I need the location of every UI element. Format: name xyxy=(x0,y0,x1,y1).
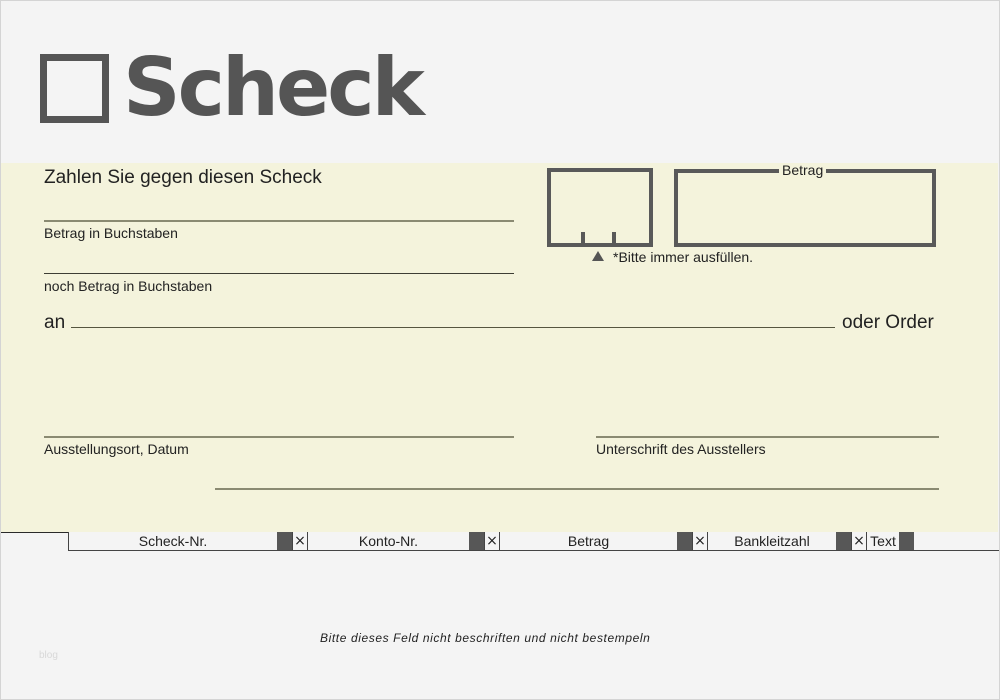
payee-prefix: an xyxy=(44,312,66,333)
codeline-field-bankleitzahl: Bankleitzahl xyxy=(734,533,810,549)
separator-x-icon: × xyxy=(692,532,708,550)
signature-line[interactable] xyxy=(596,436,939,438)
separator-x-icon: × xyxy=(851,532,867,550)
empty-square-icon xyxy=(40,54,109,123)
codeline-field-text: Text xyxy=(870,533,896,549)
codeline-field-konto-nr: Konto-Nr. xyxy=(358,533,419,549)
codeline xyxy=(68,532,999,551)
extra-signature-line[interactable] xyxy=(215,488,939,490)
watermark: blog xyxy=(39,650,58,661)
payee-line[interactable] xyxy=(71,327,835,328)
codeline-marker xyxy=(677,532,692,550)
place-date-line[interactable] xyxy=(44,436,514,438)
place-date-label: Ausstellungsort, Datum xyxy=(44,441,189,457)
amount-words-label: Betrag in Buchstaben xyxy=(44,225,178,241)
arrow-up-icon xyxy=(592,251,604,261)
date-tick-1 xyxy=(581,232,585,243)
date-tick-2 xyxy=(612,232,616,243)
separator-x-icon: × xyxy=(484,532,500,550)
pay-instruction: Zahlen Sie gegen diesen Scheck xyxy=(44,167,322,188)
codeline-marker xyxy=(899,532,914,550)
amount-words-cont-line[interactable] xyxy=(44,273,514,274)
amount-box-label: Betrag xyxy=(779,163,826,177)
codeline-field-scheck-nr: Scheck-Nr. xyxy=(138,533,208,549)
codeline-note: Bitte dieses Feld nicht beschriften und nicht bestempeln xyxy=(320,631,651,645)
payee-suffix: oder Order xyxy=(842,312,934,333)
amount-words-cont-label: noch Betrag in Buchstaben xyxy=(44,278,213,294)
codeline-empty xyxy=(914,532,999,550)
fill-hint: *Bitte immer ausfüllen. xyxy=(613,249,754,265)
separator-x-icon: × xyxy=(292,532,308,550)
codeline-marker xyxy=(469,532,484,550)
date-box[interactable] xyxy=(547,168,653,247)
page-title: Scheck xyxy=(123,41,422,134)
codeline-marker xyxy=(277,532,292,550)
codeline-marker xyxy=(836,532,851,550)
amount-words-line[interactable] xyxy=(44,220,514,222)
amount-box[interactable] xyxy=(674,169,936,247)
signature-label: Unterschrift des Ausstellers xyxy=(596,441,766,457)
codeline-field-betrag: Betrag xyxy=(567,533,610,549)
